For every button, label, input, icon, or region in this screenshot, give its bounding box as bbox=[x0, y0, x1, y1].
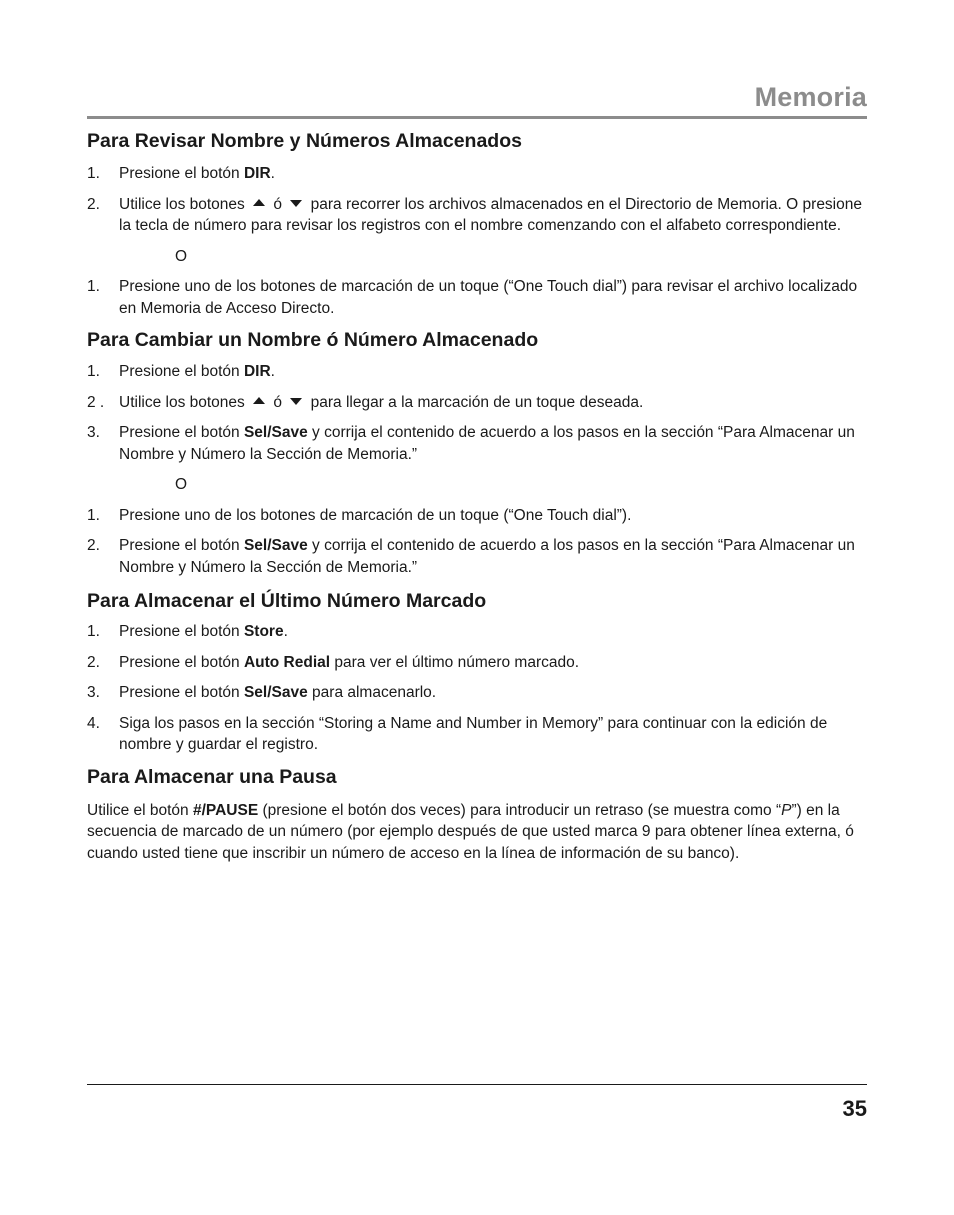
list-item: 2 . Utilice los botones ó para llegar a la marcación de un toque deseada. bbox=[87, 393, 644, 411]
list-item: 1. Presione uno de los botones de marcación de un toque (“One Touch dial”). bbox=[87, 506, 632, 524]
steps-list-ultimo bbox=[87, 621, 867, 756]
list-item: 1. Presione uno de los botones de marcación de un toque (“One Touch dial”) para revisar el archivo localizado en Memoria de Acceso Directo. bbox=[87, 278, 858, 317]
section-title-ultimo: Para Almacenar el Último Número Marcado bbox=[87, 590, 487, 612]
list-item: 2. Utilice los botones ó para recorrer los archivos almacenados en el Directorio de Memoria. O presione la tecla de número para revisar los registros con el nombre comenzando con el alfabeto correspondiente. bbox=[87, 195, 862, 234]
list-item: 1. Presione el botón DIR. bbox=[87, 363, 275, 380]
steps-list-revisar-alt bbox=[87, 276, 867, 319]
steps-list-cambiar-alt bbox=[87, 505, 867, 579]
list-item: 2. Presione el botón Auto Redial para ver el último número marcado. bbox=[87, 653, 580, 671]
main-content bbox=[87, 128, 867, 864]
header-divider bbox=[87, 116, 867, 119]
pause-paragraph: Utilice el botón #/PAUSE (presione el botón dos veces) para introducir un retraso (se muestra como “P”) en la secuencia de marcado de un número (por ejemplo después de que usted marca 9 para obtener línea externa, ó cuando usted tiene que inscribir un número de acceso en la línea de información de su banco). bbox=[87, 801, 854, 862]
up-arrow-icon bbox=[253, 397, 265, 404]
steps-list-cambiar bbox=[87, 361, 867, 465]
steps-list-revisar bbox=[87, 163, 867, 237]
list-item: 1. Presione el botón Store. bbox=[87, 623, 288, 640]
section-title-revisar: Para Revisar Nombre y Números Almacenados bbox=[87, 130, 522, 152]
footer-divider bbox=[87, 1084, 867, 1085]
list-item: 2. Presione el botón Sel/Save y corrija el contenido de acuerdo a los pasos en la sección “Para Almacenar un Nombre y Número la Sección de Memoria.” bbox=[87, 537, 855, 576]
section-title-cambiar: Para Cambiar un Nombre ó Número Almacenado bbox=[87, 329, 539, 351]
down-arrow-icon bbox=[290, 398, 302, 405]
or-separator: O bbox=[175, 476, 188, 493]
page-number: 35 bbox=[842, 1096, 867, 1121]
list-item: 3. Presione el botón Sel/Save para almacenarlo. bbox=[87, 684, 437, 701]
list-item: 4. Siga los pasos en la sección “Storing a Name and Number in Memory” para continuar con la edición de nombre y guardar el registro. bbox=[87, 714, 828, 753]
or-separator: O bbox=[175, 247, 188, 265]
list-item: 3. Presione el botón Sel/Save y corrija el contenido de acuerdo a los pasos en la sección “Para Almacenar un Nombre y Número la Sección de Memoria.” bbox=[87, 424, 855, 463]
page-title: Memoria bbox=[754, 82, 867, 112]
down-arrow-icon bbox=[290, 200, 302, 207]
list-item: 1. Presione el botón DIR. bbox=[87, 165, 275, 182]
up-arrow-icon bbox=[253, 199, 265, 206]
section-title-pausa: Para Almacenar una Pausa bbox=[87, 765, 337, 788]
